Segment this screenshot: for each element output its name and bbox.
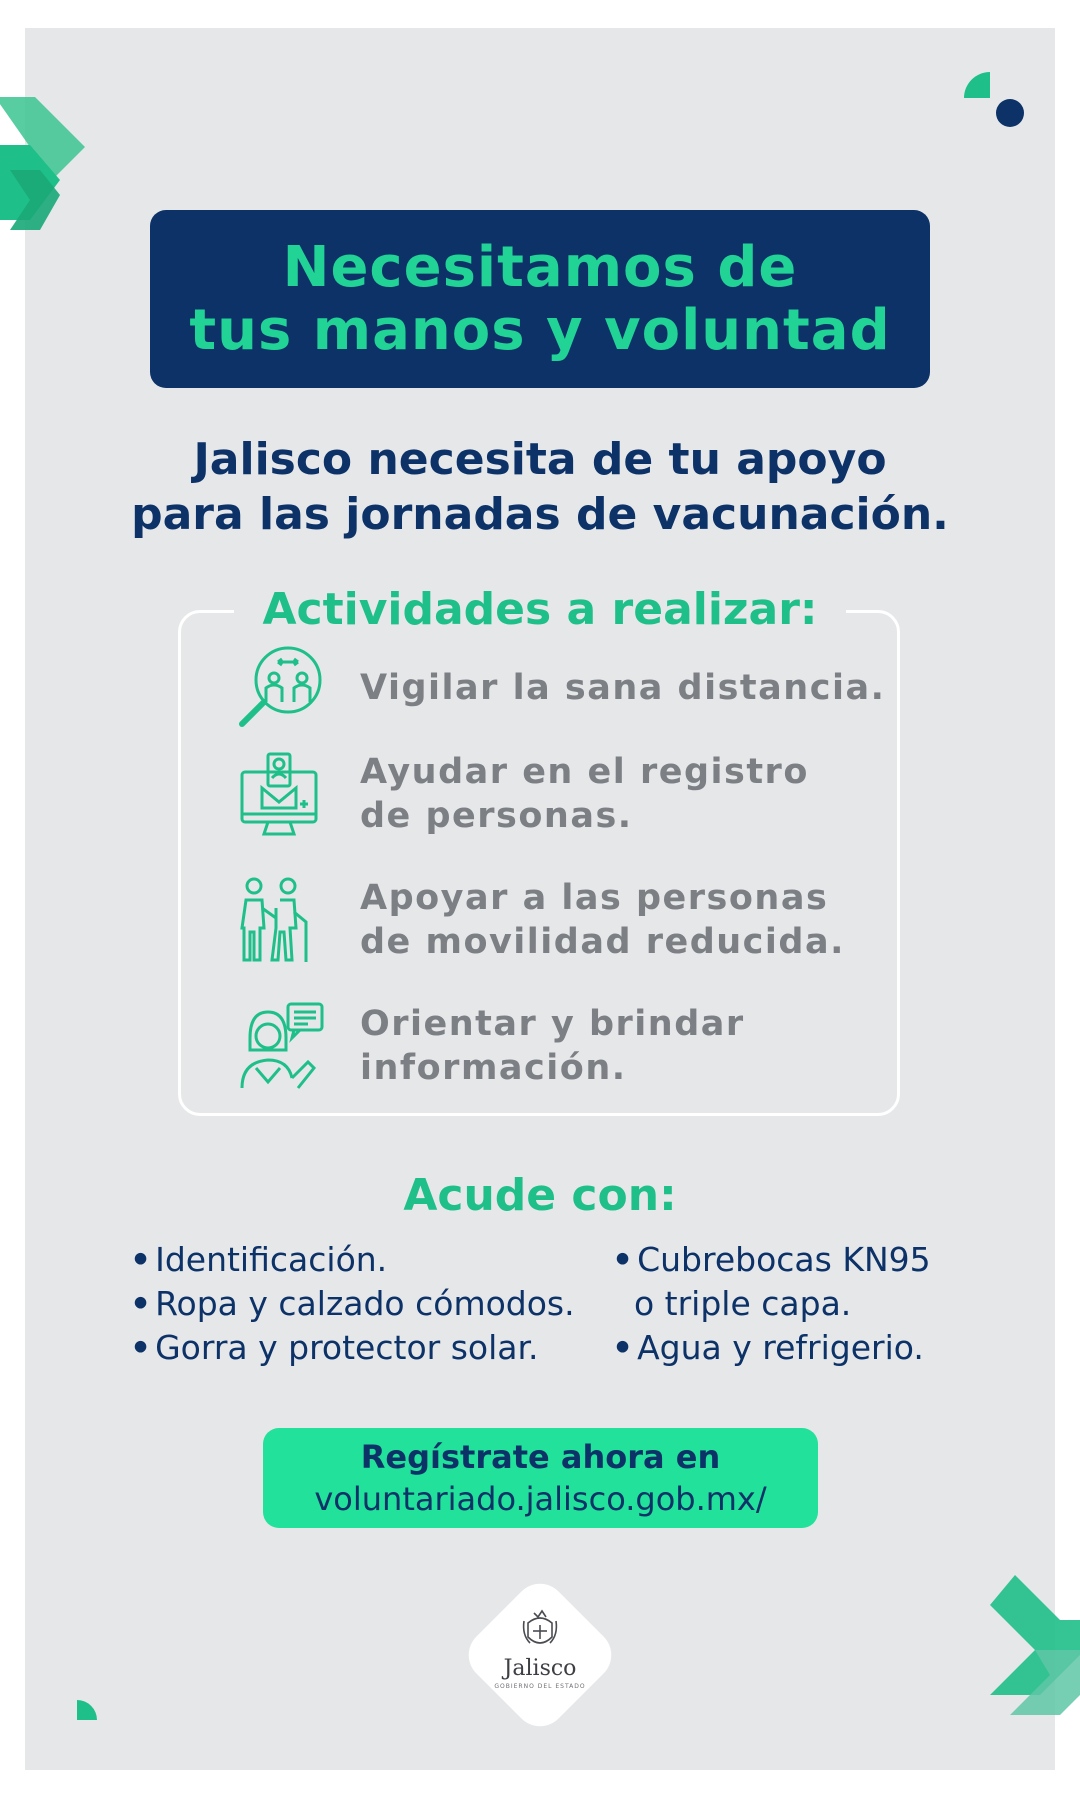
logo-diamond [458,1573,622,1737]
bring-items-list-left [130,1238,575,1370]
computer-registration-icon [232,746,328,842]
activity-item [232,640,885,736]
headline-banner [150,210,930,388]
register-url[interactable]: voluntariado.jalisco.gob.mx/ [314,1480,767,1518]
list-item: • Ropa y calzado cómodos. [130,1284,575,1323]
jalisco-logo [460,1575,620,1735]
activity-text: Ayudar en el registro de personas. [360,752,809,836]
headline-line-2: tus manos y voluntad [189,298,891,363]
list-item: • Cubrebocas KN95 [612,1240,931,1279]
list-item: • Agua y refrigerio. [612,1328,924,1367]
list-item: • Identificación. [130,1240,388,1279]
reduced-mobility-assist-icon [232,872,328,968]
information-guide-icon [232,998,328,1094]
activity-text: Vigilar la sana distancia. [360,668,886,708]
top-right-dots-decoration [960,68,1030,133]
activity-text: Apoyar a las personas de movilidad reducida. [360,878,845,962]
coat-of-arms-icon [520,1609,560,1653]
list-item-continuation: o triple capa. [634,1284,852,1323]
subtitle-line-2: para las jornadas de vacunación. [131,489,949,540]
activity-item [232,746,809,842]
activity-text: Orientar y brindar información. [360,1004,745,1088]
bring-items-list-right [612,1238,931,1370]
activity-item [232,998,745,1094]
bottom-right-chevron-decoration [980,1575,1080,1730]
activity-item [232,872,845,968]
register-link-button[interactable] [263,1428,818,1528]
logo-subtitle: GOBIERNO DEL ESTADO [494,1683,586,1690]
subtitle-line-1: Jalisco necesita de tu apoyo [193,434,887,485]
subtitle [0,432,1080,542]
bring-items-title: Acude con: [403,1170,677,1221]
activities-title: Actividades a realizar: [0,584,1080,636]
social-distance-magnifier-icon [232,640,328,736]
list-item: • Gorra y protector solar. [130,1328,539,1367]
register-label: Regístrate ahora en [360,1438,721,1476]
headline-line-1: Necesitamos de [282,235,798,300]
bottom-left-dot-decoration [75,1698,99,1722]
logo-wordmark: Jalisco [503,1656,577,1681]
left-chevron-decoration [0,95,95,245]
